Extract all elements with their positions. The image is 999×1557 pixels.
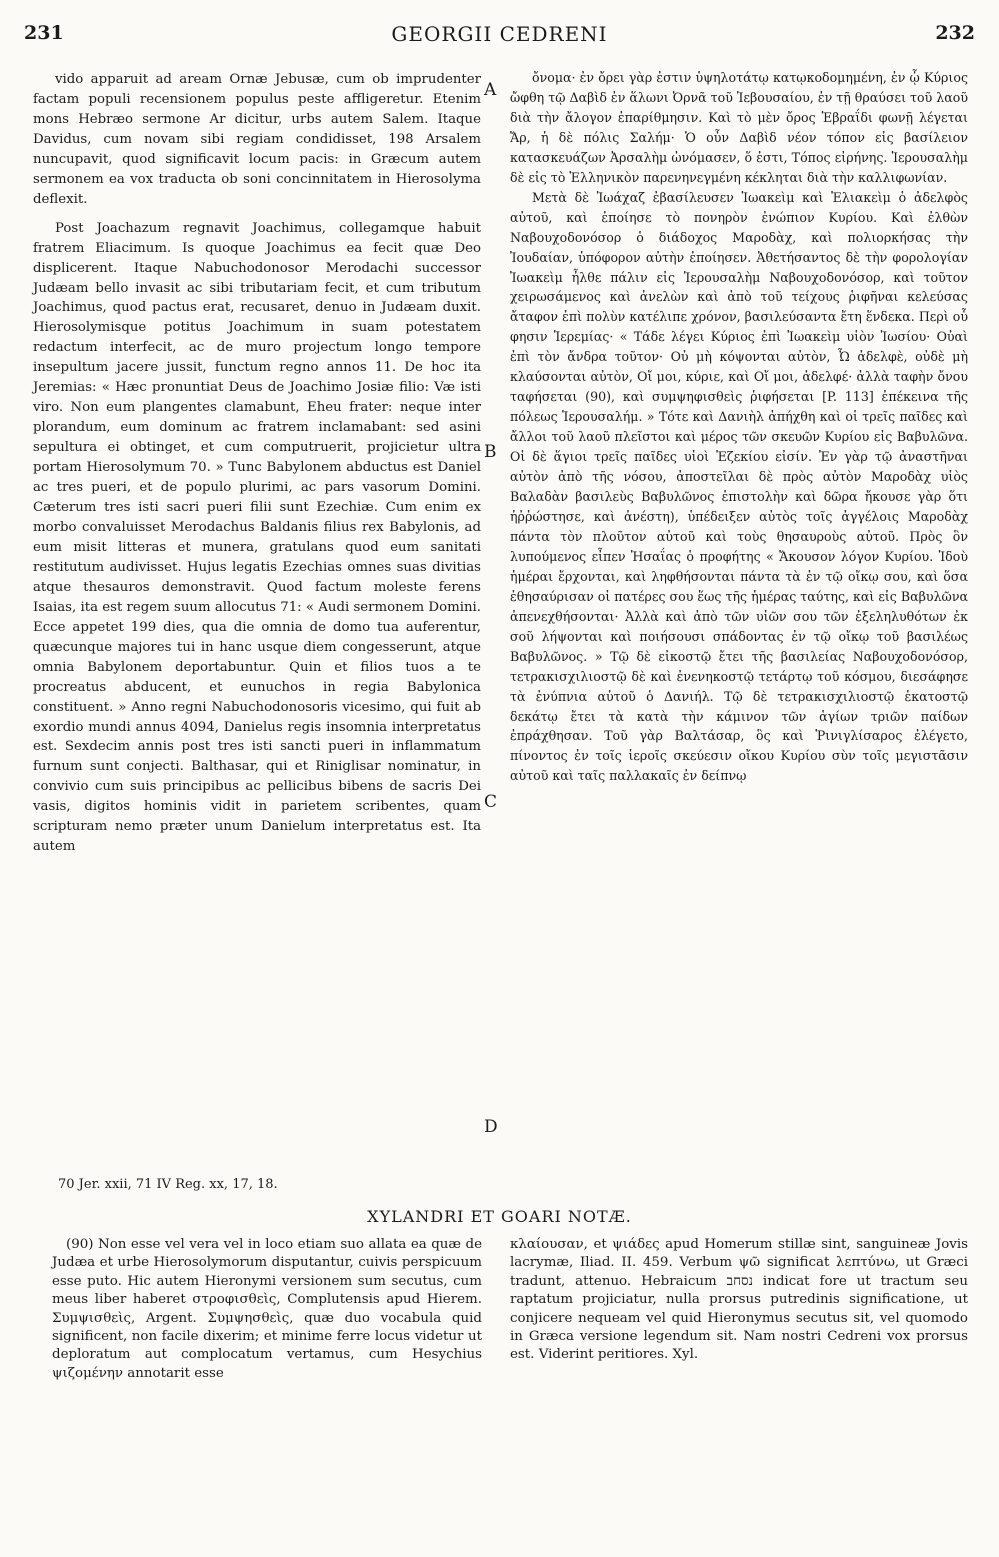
page-number-right: 232: [935, 22, 975, 44]
footnote-references: 70 Jer. xxii, 71 IV Reg. xx, 17, 18.: [58, 1177, 278, 1192]
greek-column: [510, 68, 968, 786]
section-marker-b: B: [484, 442, 497, 462]
section-marker-a: A: [484, 80, 497, 100]
latin-column: [33, 70, 481, 857]
latin-paragraph: Post Joachazum regnavit Joachimus, collegamque habuit fratrem Eliacimum. Is quoque Joachimus ea fecit quæ Deo displicerent. Itaque Nabuchodonosor Merodachi successor Judæam bello invasit ac sibi tributariam fecit, et cum tributum Joachimus, quod pactus erat, recusaret, denuo in Judæam duxit. Hierosolymisque potitus Joachimum in suam potestatem redactum interfecit, ac de muro projectum longo tempore insepultum jacere jussit, functum regno annos 11. De hoc ita Jeremias: « Hæc pronuntiat Deus de Joachimo Josiæ filio: Væ isti viro. Non eum plangentes clamabunt, Eheu frater: neque inter plorandum, eum dominum ac fratrem inclamabant: sed asini sepultura ei obtinget, et cum computruerit, projicietur ultra portam Hierosolymum 70. » Tunc Babylonem abductus est Daniel ac tres pueri, et de populo plurimi, ac pars vasorum Domini. Cæterum tres isti sacri pueri filii sunt Ezechiæ. Cum enim ex morbo convaluisset Merodachus Baldanis filius rex Babylonis, ad eum misit litteras et munera, gratulans quod eum sanitati restitutum audivisset. Hujus legatis Ezechias omnes suas divitias atque thesauros demonstravit. Quod factum moleste ferens Isaias, ita est regem suum allocutus 71: « Audi sermonem Domini. Ecce appetet 199 dies, qua die omnia de domo tua auferentur, quæcunque majores tui in hanc usque diem congesserunt, atque omnia Babylonem deportabuntur. Quin et filios tuos a te procreatus abducent, et eunuchos in regia Babylonica constituent. » Anno regni Nabuchodonosoris vicesimo, qui fuit ab exordio mundi annus 4094, Danielus regis insomnia interpretatus est. Sexdecim annis post tres isti sancti pueri in inflammatum furnum sunt conjecti. Balthasar, qui et Riniglisar nominatur, in convivio cum suis principibus ac pellicibus bibens de sacris Dei vasis, digitos hominis vidit in parietem scribentes, quam scripturam nemo præter unum Danielum interpretatus est. Ita autem: [33, 220, 481, 855]
section-marker-d: D: [484, 1117, 498, 1137]
running-title: GEORGII CEDRENI: [391, 22, 608, 46]
notes-left-column: [52, 1236, 482, 1383]
notes-title: XYLANDRI ET GOARI NOTÆ.: [367, 1207, 632, 1226]
note-text: κλαίουσαν, et ψιάδες apud Homerum stillæ sint, sanguineæ Jovis lacrymæ, Iliad. II. 459. Verbum ψῶ significat λεπτύνω, ut Græci tradunt, attenuo. Hebraicum נסחב indicat fore ut tractum seu raptatum projiciatur, nulla prorsus putredinis significatione, ut conjicere nequeam vel quid Hieronymus secutus sit, vel quomodo in Græca versione legendum sit. Nam nostri Cedreni vox prorsus est. Viderint peritiores. Xyl.: [510, 1237, 968, 1363]
notes-right-column: [510, 1236, 968, 1365]
note-text: (90) Non esse vel vera vel in loco etiam suo allata ea quæ de Judæa et urbe Hierosolymorum disputantur, cuivis perspicuum esse puto. Hic autem Hieronymi versionem sum secutus, cum meus liber haberet στροφισθεὶς, Complutensis apud Hierem. Συμψισθεὶς, Argent. Συμψησθεὶς, quæ duo vocabula quid significent, non facile dixerim; et minime ferre locus videtur ut deploratum aut complocatum vertamus, cum Hesychius ψιζομένην annotarit esse: [52, 1237, 482, 1381]
greek-paragraph: ὄνομα· ἐν ὄρει γὰρ ἐστιν ὑψηλοτάτῳ κατῳκοδομημένη, ἐν ᾧ Κύριος ὤφθη τῷ Δαβὶδ ἐν ἅλωνι Ὀρνᾶ τοῦ Ἰεβουσαίου, ἐν τῇ θραύσει τοῦ λαοῦ διὰ τὴν ἄλογον ἐπαρίθμησιν. Καὶ τὸ μὲν ὄρος Ἑβραΐδι φωνῇ λέγεται Ἄρ, ἡ δὲ πόλις Σαλήμ· Ὁ οὖν Δαβὶδ νέον τόπον εἰς βασίλειον κατασκευάζων Ἀρσαλὴμ ὠνόμασεν, ὅ ἐστι, Τόπος εἰρήνης. Ἱερουσαλὴμ δὲ εἰς τὸ Ἑλληνικὸν παρενηνεγμένη κέκληται διὰ τὴν καλλιφωνίαν.: [510, 70, 968, 185]
greek-paragraph: Μετὰ δὲ Ἰωάχαζ ἐβασίλευσεν Ἰωακεὶμ καὶ Ἐλιακεὶμ ὁ ἀδελφὸς αὐτοῦ, καὶ ἐποίησε τὸ πονηρὸν ἐνώπιον Κυρίου. Καὶ ἐλθὼν Ναβουχοδονόσορ ὁ διάδοχος Μαροδὰχ, καὶ πολιορκήσας τὴν Ἰουδαίαν, ὑπόφορον αὐτὴν ἐποίησεν. Ἀθετήσαντος δὲ τὴν φορολογίαν Ἰωακεὶμ ἦλθε πάλιν εἰς Ἱερουσαλὴμ Ναβουχοδονόσορ, καὶ τοῦτον χειρωσάμενος καὶ ἀνελὼν καὶ ἀπὸ τοῦ τείχους ῥιφῆναι κελεύσας ἄταφον ἐπὶ πολὺν κατέλιπε χρόνον, βασιλεύσαντα ἔτη ἕνδεκα. Περὶ οὗ φησιν Ἱερεμίας· « Τάδε λέγει Κύριος ἐπὶ Ἰωακεὶμ υἱὸν Ἰωσίου· Οὐαὶ ἐπὶ τὸν ἄνδρα τοῦτον· Οὐ μὴ κόψονται αὐτὸν, Ὦ ἀδελφὲ, οὐδὲ μὴ κλαύσονται αὐτὸν, Οἴ μοι, κύριε, καὶ Οἴ μοι, ἀδελφέ· ἀλλὰ ταφὴν ὄνου ταφήσεται (90), καὶ συμψηφισθεὶς ῥιφήσεται [P. 113] ἐπέκεινα τῆς πόλεως Ἱερουσαλήμ. » Τότε καὶ Δανιὴλ ἀπήχθη καὶ οἱ τρεῖς παῖδες καὶ ἄλλοι τοῦ λαοῦ πλεῖστοι καὶ μέρος τῶν σκευῶν Κυρίου εἰς Βαβυλῶνα. Οἱ δὲ ἅγιοι τρεῖς παῖδες υἱοὶ Ἐζεκίου εἰσίν. Ἐν γὰρ τῷ ἀναστῆναι αὐτὸν ἀπὸ τῆς νόσου, ἀποστεῖλαι δὲ πρὸς αὐτὸν Μαροδὰχ υἱὸς Βαλαδὰν βασιλεὺς Βαβυλῶνος ἐπιστολὴν καὶ δῶρα ἤκουσε γὰρ ὅτι ἠῤῥώστησε, καὶ ἀνέστη), ὑπέδειξεν αὐτὸς τοῖς ἀγγέλοις Μαροδὰχ πάντα τὸν πλοῦτον αὐτοῦ καὶ τοὺς θησαυροὺς αὐτοῦ. Πρὸς ὃν λυπούμενος εἶπεν Ἡσαΐας ὁ προφήτης « Ἄκουσον λόγον Κυρίου. Ἰδοὺ ἡμέραι ἔρχονται, καὶ ληφθήσονται πάντα τὰ ἐν τῷ οἴκῳ σου, καὶ ὅσα ἐθησαύρισαν οἱ πατέρες σου ἕως τῆς ἡμέρας ταύτης, καὶ εἰς Βαβυλῶνα ἀπενεχθήσονται· Ἀλλὰ καὶ ἀπὸ τῶν υἱῶν σου τῶν ἐξεληλυθότων ἐκ σοῦ λήψονται καὶ ποιήσουσι σπάδοντας ἐν τῷ οἴκῳ τοῦ βασιλέως Βαβυλῶνος. » Τῷ δὲ εἰκοστῷ ἔτει τῆς βασιλείας Ναβουχοδονόσορ, τετρακισχιλιοστῷ δὲ καὶ ἐνενηκοστῷ τετάρτῳ τοῦ κόσμου, διεσάφησε τὰ ἐνύπνια αὐτοῦ ὁ Δανιήλ. Τῷ δὲ τετρακισχιλιοστῷ ἑκατοστῷ δεκάτῳ ἔτει τὰ κατὰ τὴν κάμινον τῶν ἁγίων τριῶν παίδων ἐπράχθησαν. Τοῦ γὰρ Βαλτάσαρ, ὃς καὶ Ῥινιγλίσαρος ἐλέγετο, πίνοντος ἐν τοῖς ἱεροῖς σκεύεσιν οἴκου Κυρίου σὺν τοῖς μεγιστᾶσιν αὐτοῦ καὶ ταῖς παλλακαῖς ἐν δείπνῳ: [510, 189, 968, 784]
page-header: [24, 6, 975, 46]
latin-paragraph: vido apparuit ad aream Ornæ Jebusæ, cum ob imprudenter factam populi recensionem populus peste affligeretur. Etenim mons Hebræo sermone Ar dicitur, urbs autem Salem. Itaque Davidus, cum novam sibi regiam condidisset, 198 Arsalem nuncupavit, quod significavit locum pacis: in Græcum autem sermonem ea vox traducta ob soni concinnitatem in Hierosolyma deflexit.: [33, 72, 481, 207]
section-marker-c: C: [484, 792, 498, 812]
page-number-left: 231: [24, 22, 64, 44]
